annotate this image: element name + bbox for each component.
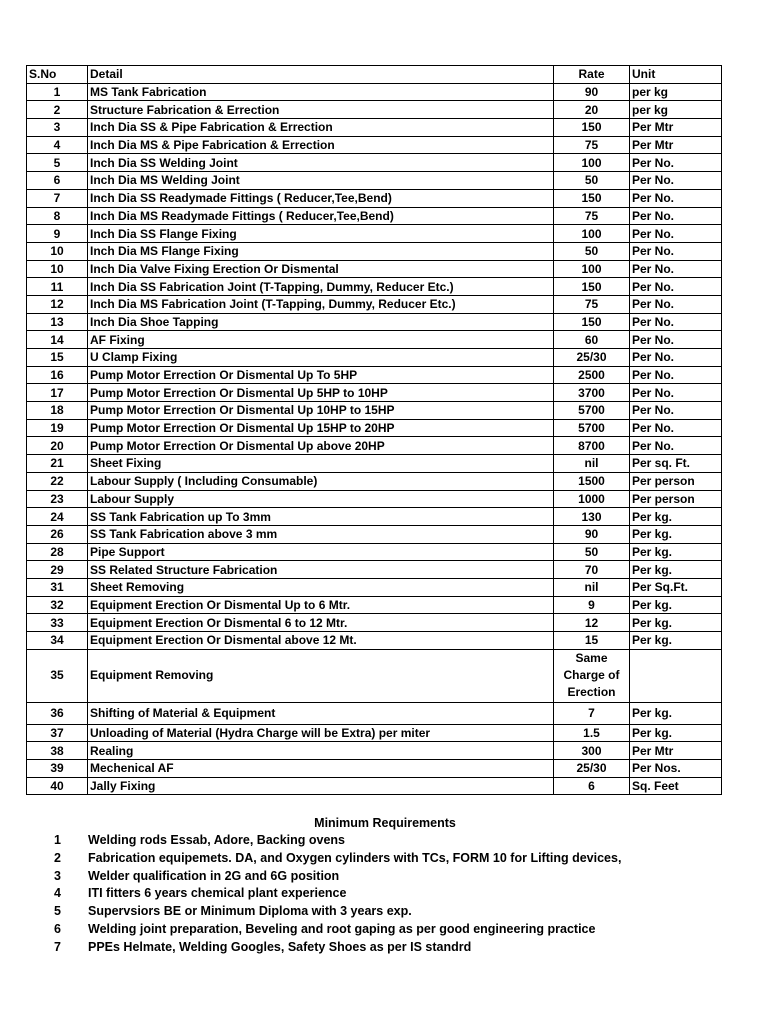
cell-rate: 12 [554,614,630,632]
cell-sno: 28 [27,543,88,561]
table-row [27,543,722,561]
cell-rate: 50 [554,242,630,260]
cell-detail: Unloading of Material (Hydra Charge will be Extra) per miter [88,724,554,742]
cell-rate: 75 [554,207,630,225]
table-row [27,154,722,172]
cell-unit: Per Mtr [630,119,722,137]
cell-unit: Per No. [630,242,722,260]
cell-sno: 8 [27,207,88,225]
cell-unit: Per kg. [630,508,722,526]
requirement-text: Welding joint preparation, Beveling and root gaping as per good engineering practice [88,921,596,936]
table-row [27,649,722,702]
table-row [27,366,722,384]
cell-rate: 130 [554,508,630,526]
cell-sno: 32 [27,596,88,614]
cell-detail: MS Tank Fabrication [88,83,554,101]
cell-unit: Per sq. Ft. [630,455,722,473]
requirement-text: Supervsiors BE or Minimum Diploma with 3 years exp. [88,904,412,919]
cell-rate: 1.5 [554,724,630,742]
cell-sno: 14 [27,331,88,349]
cell-rate: 20 [554,101,630,119]
cell-rate: nil [554,455,630,473]
requirement-item [40,921,720,939]
cell-sno: 24 [27,508,88,526]
cell-detail: Inch Dia SS Readymade Fittings ( Reducer,Tee,Bend) [88,189,554,207]
cell-unit: Per No. [630,384,722,402]
cell-unit: Per No. [630,419,722,437]
cell-detail: Inch Dia MS Readymade Fittings ( Reducer,Tee,Bend) [88,207,554,225]
cell-rate: 75 [554,295,630,313]
table-row [27,260,722,278]
cell-detail: AF Fixing [88,331,554,349]
cell-rate: 90 [554,525,630,543]
cell-rate: 100 [554,225,630,243]
table-row [27,472,722,490]
cell-unit: Per No. [630,225,722,243]
requirement-item [40,885,720,903]
requirement-item [40,903,720,921]
table-row [27,578,722,596]
table-row [27,561,722,579]
table-row [27,777,722,795]
requirement-number: 1 [54,833,61,847]
cell-rate: 25/30 [554,760,630,778]
cell-rate: 100 [554,154,630,172]
table-row [27,402,722,420]
cell-detail: Inch Dia Shoe Tapping [88,313,554,331]
cell-sno: 3 [27,119,88,137]
cell-sno: 20 [27,437,88,455]
cell-detail: Inch Dia MS Fabrication Joint (T-Tapping, Dummy, Reducer Etc.) [88,295,554,313]
requirement-text: Welding rods Essab, Adore, Backing ovens [88,833,346,847]
cell-detail: Inch Dia MS Welding Joint [88,172,554,190]
table-row [27,83,722,101]
cell-unit: Per No. [630,295,722,313]
table-row [27,313,722,331]
cell-sno: 9 [27,225,88,243]
cell-detail: Structure Fabrication & Errection [88,101,554,119]
cell-rate: 5700 [554,402,630,420]
requirement-text: ITI fitters 6 years chemical plant experience [88,886,347,901]
header-detail: Detail [88,66,554,84]
table-row [27,742,722,760]
cell-unit: Per No. [630,366,722,384]
cell-detail: Mechenical AF [88,760,554,778]
cell-rate: 100 [554,260,630,278]
cell-detail: Pump Motor Errection Or Dismental Up 5HP to 10HP [88,384,554,402]
cell-sno: 33 [27,614,88,632]
table-row [27,702,722,724]
cell-unit [630,649,722,702]
table-row [27,455,722,473]
cell-detail: SS Tank Fabrication above 3 mm [88,525,554,543]
cell-detail: Pump Motor Errection Or Dismental Up above 20HP [88,437,554,455]
cell-rate: 7 [554,702,630,724]
requirement-number: 4 [54,886,61,901]
cell-detail: Equipment Erection Or Dismental above 12 Mt. [88,632,554,650]
cell-unit: Per Mtr [630,742,722,760]
table-row [27,189,722,207]
cell-rate: 8700 [554,437,630,455]
table-row [27,242,722,260]
cell-unit: per kg [630,83,722,101]
cell-sno: 36 [27,702,88,724]
requirement-text: PPEs Helmate, Welding Googles, Safety Shoes as per IS standrd [88,939,472,954]
cell-detail: Pipe Support [88,543,554,561]
cell-rate: 9 [554,596,630,614]
cell-unit: Per No. [630,331,722,349]
cell-sno: 5 [27,154,88,172]
cell-unit: Per No. [630,207,722,225]
cell-sno: 21 [27,455,88,473]
rate-table [26,65,722,795]
rate-table-body [27,83,722,795]
cell-rate: 150 [554,119,630,137]
requirement-item [40,868,720,886]
header-unit: Unit [630,66,722,84]
requirement-item [40,850,720,868]
cell-unit: Per kg. [630,632,722,650]
cell-rate: 25/30 [554,349,630,367]
cell-detail: Labour Supply ( Including Consumable) [88,472,554,490]
table-row [27,278,722,296]
cell-sno: 26 [27,525,88,543]
requirement-number: 7 [54,939,61,954]
cell-rate: 150 [554,278,630,296]
cell-detail: Inch Dia SS & Pipe Fabrication & Errection [88,119,554,137]
cell-detail: Inch Dia MS Flange Fixing [88,242,554,260]
table-row [27,225,722,243]
cell-rate: 5700 [554,419,630,437]
cell-unit: Sq. Feet [630,777,722,795]
cell-unit: Per kg. [630,543,722,561]
cell-rate: 6 [554,777,630,795]
cell-detail: Equipment Erection Or Dismental Up to 6 Mtr. [88,596,554,614]
requirement-text: Welder qualification in 2G and 6G position [88,868,340,883]
requirement-item [40,939,720,957]
table-row [27,384,722,402]
table-row [27,101,722,119]
cell-detail: Inch Dia SS Fabrication Joint (T-Tapping, Dummy, Reducer Etc.) [88,278,554,296]
cell-detail: SS Related Structure Fabrication [88,561,554,579]
cell-sno: 4 [27,136,88,154]
cell-detail: Shifting of Material & Equipment [88,702,554,724]
cell-rate: 300 [554,742,630,760]
cell-detail: Pump Motor Errection Or Dismental Up 10HP to 15HP [88,402,554,420]
cell-sno: 2 [27,101,88,119]
table-row [27,525,722,543]
cell-sno: 31 [27,578,88,596]
cell-sno: 34 [27,632,88,650]
cell-unit: Per No. [630,402,722,420]
cell-sno: 38 [27,742,88,760]
table-header-row [27,66,722,84]
cell-unit: Per Nos. [630,760,722,778]
cell-detail: SS Tank Fabrication up To 3mm [88,508,554,526]
table-row [27,596,722,614]
cell-detail: Equipment Erection Or Dismental 6 to 12 Mtr. [88,614,554,632]
table-row [27,490,722,508]
cell-rate: 50 [554,543,630,561]
table-row [27,136,722,154]
cell-sno: 1 [27,83,88,101]
cell-rate: 150 [554,189,630,207]
table-row [27,295,722,313]
cell-unit: Per No. [630,154,722,172]
requirement-number: 3 [54,868,61,883]
table-row [27,760,722,778]
cell-detail: Equipment Removing [88,649,554,702]
cell-unit: Per kg. [630,596,722,614]
cell-detail: Inch Dia Valve Fixing Erection Or Dismental [88,260,554,278]
cell-detail: Inch Dia SS Flange Fixing [88,225,554,243]
cell-detail: Pump Motor Errection Or Dismental Up 15HP to 20HP [88,419,554,437]
table-row [27,724,722,742]
table-row [27,172,722,190]
cell-sno: 22 [27,472,88,490]
cell-sno: 11 [27,278,88,296]
cell-sno: 40 [27,777,88,795]
requirement-number: 5 [54,904,61,919]
cell-unit: Per No. [630,278,722,296]
requirement-number: 6 [54,921,61,936]
cell-rate: 60 [554,331,630,349]
cell-detail: Jally Fixing [88,777,554,795]
cell-unit: per kg [630,101,722,119]
cell-rate: 3700 [554,384,630,402]
cell-unit: Per No. [630,437,722,455]
cell-sno: 29 [27,561,88,579]
cell-detail: Labour Supply [88,490,554,508]
cell-sno: 23 [27,490,88,508]
table-row [27,349,722,367]
header-sno: S.No [27,66,88,84]
requirements-list [40,832,720,957]
cell-rate: 90 [554,83,630,101]
requirement-number: 2 [54,850,61,865]
table-row [27,614,722,632]
cell-sno: 15 [27,349,88,367]
cell-sno: 19 [27,419,88,437]
cell-sno: 16 [27,366,88,384]
cell-unit: Per kg. [630,561,722,579]
header-rate: Rate [554,66,630,84]
table-row [27,331,722,349]
cell-rate: 70 [554,561,630,579]
cell-detail: Pump Motor Errection Or Dismental Up To 5HP [88,366,554,384]
cell-sno: 18 [27,402,88,420]
cell-unit: Per Sq.Ft. [630,578,722,596]
cell-unit: Per No. [630,172,722,190]
cell-detail: Inch Dia SS Welding Joint [88,154,554,172]
cell-sno: 10 [27,242,88,260]
cell-sno: 17 [27,384,88,402]
cell-detail: Sheet Removing [88,578,554,596]
cell-unit: Per No. [630,189,722,207]
cell-unit: Per No. [630,349,722,367]
table-row [27,508,722,526]
cell-rate: 1000 [554,490,630,508]
cell-unit: Per kg. [630,614,722,632]
requirement-item [40,832,720,850]
cell-unit: Per kg. [630,702,722,724]
cell-unit: Per No. [630,260,722,278]
cell-unit: Per kg. [630,525,722,543]
cell-sno: 7 [27,189,88,207]
cell-sno: 12 [27,295,88,313]
cell-unit: Per person [630,472,722,490]
cell-sno: 37 [27,724,88,742]
cell-detail: Realing [88,742,554,760]
table-row [27,632,722,650]
cell-rate: 15 [554,632,630,650]
cell-detail: Sheet Fixing [88,455,554,473]
minimum-requirements-title: Minimum Requirements [314,816,456,830]
cell-rate: 1500 [554,472,630,490]
cell-rate: nil [554,578,630,596]
cell-detail: Inch Dia MS & Pipe Fabrication & Errection [88,136,554,154]
cell-unit: Per No. [630,313,722,331]
cell-rate: 75 [554,136,630,154]
cell-rate: 2500 [554,366,630,384]
requirement-text: Fabrication equipemets. DA, and Oxygen cylinders with TCs, FORM 10 for Lifting devices, [88,850,622,865]
cell-unit: Per person [630,490,722,508]
table-row [27,419,722,437]
cell-rate: Same Charge of Erection [554,649,630,702]
cell-rate: 50 [554,172,630,190]
minimum-requirements [40,814,720,957]
cell-unit: Per kg. [630,724,722,742]
table-row [27,119,722,137]
table-row [27,437,722,455]
cell-sno: 6 [27,172,88,190]
cell-detail: U Clamp Fixing [88,349,554,367]
cell-sno: 39 [27,760,88,778]
cell-rate: 150 [554,313,630,331]
cell-unit: Per Mtr [630,136,722,154]
cell-sno: 10 [27,260,88,278]
cell-sno: 13 [27,313,88,331]
table-row [27,207,722,225]
cell-sno: 35 [27,649,88,702]
